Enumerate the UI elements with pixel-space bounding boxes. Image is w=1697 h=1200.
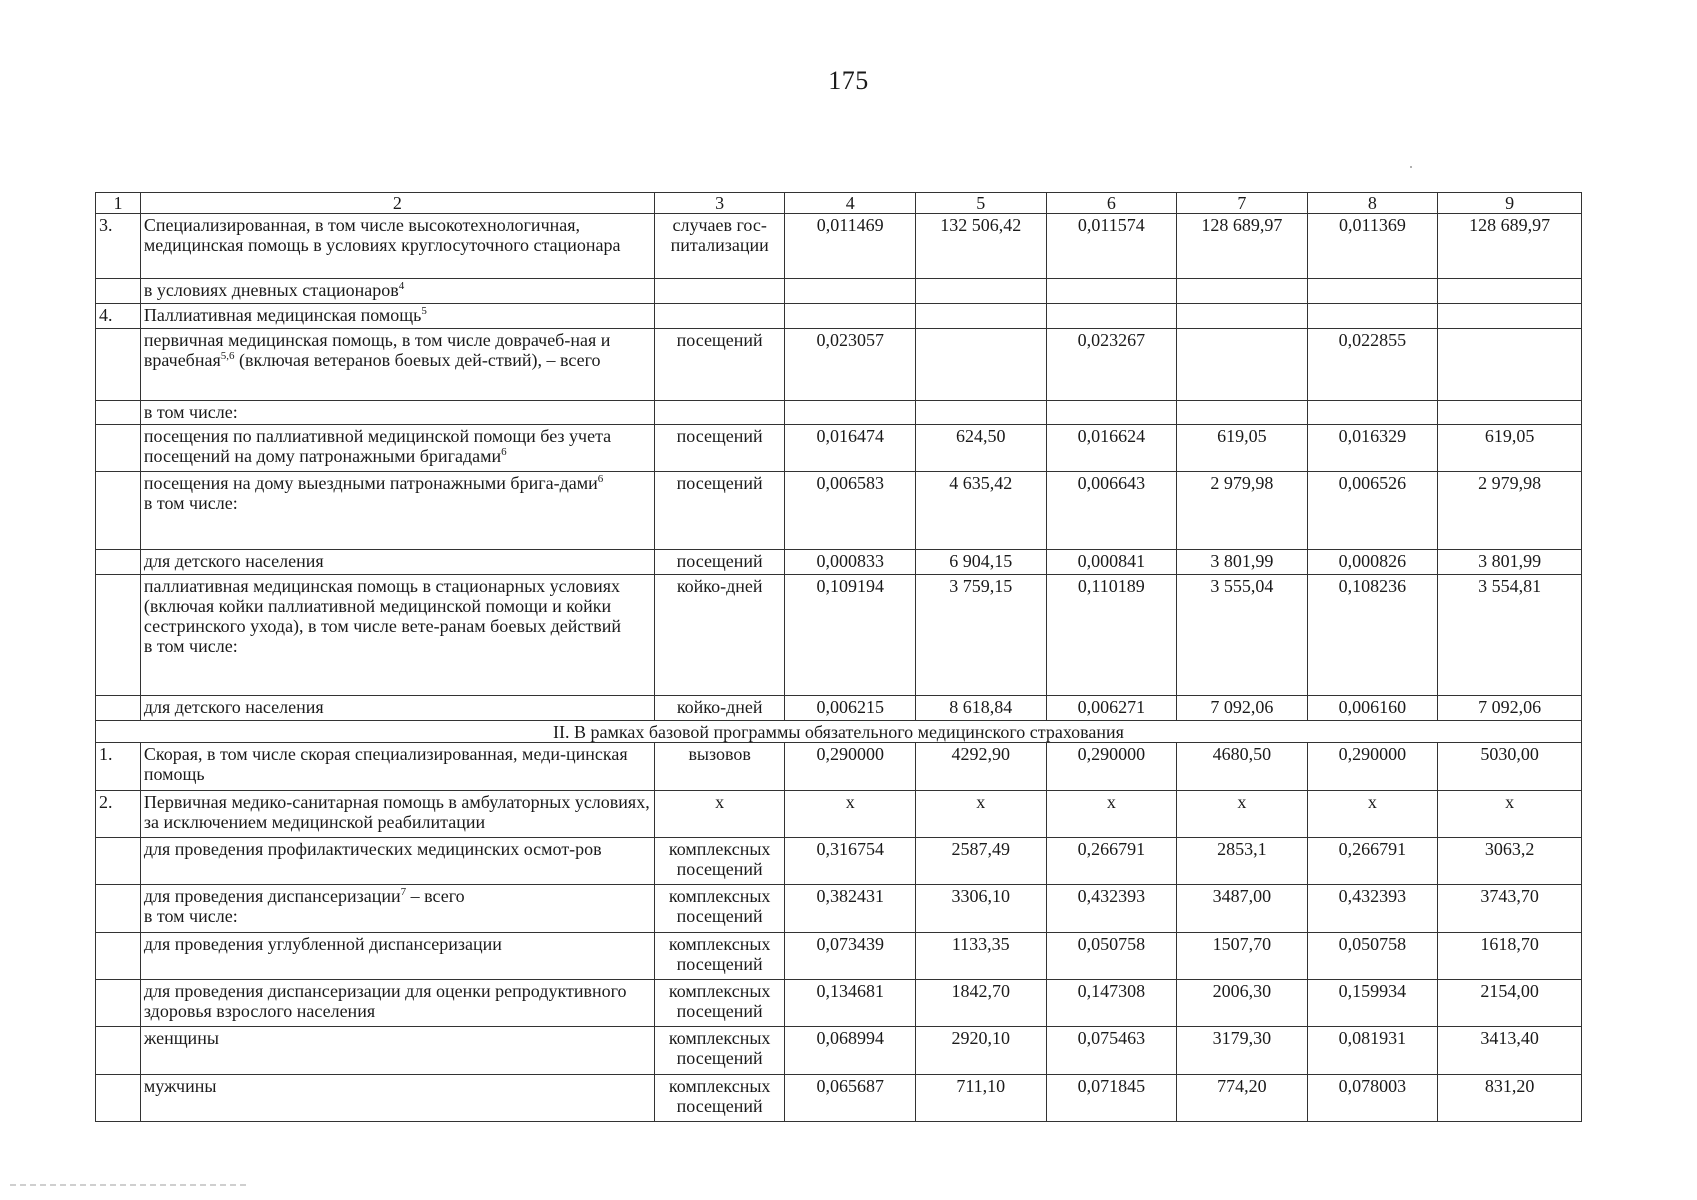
col-header-1: 1 <box>96 193 141 214</box>
value-cell-col7: 3179,30 <box>1177 1027 1308 1074</box>
description-text: для проведения диспансеризации для оценки репродуктивного здоровья взрослого населения <box>143 980 627 1021</box>
row-description <box>140 790 654 837</box>
description-text: в условиях дневных стационаров <box>143 280 399 301</box>
value-cell-col9: 2154,00 <box>1438 979 1582 1026</box>
value-cell-col9: 5030,00 <box>1438 743 1582 790</box>
value-cell-col7: 4680,50 <box>1177 743 1308 790</box>
description-tail: (включая ветеранов боевых дей-ствий), – всего <box>234 349 601 370</box>
row-number <box>96 837 141 884</box>
value-cell-col7 <box>1177 328 1308 400</box>
description-text: мужчины <box>143 1075 217 1096</box>
value-cell-col8: 0,011369 <box>1307 213 1438 279</box>
col-header-9: 9 <box>1438 193 1582 214</box>
table-row <box>96 885 1582 932</box>
value-cell-col5: 624,50 <box>916 425 1047 471</box>
unit-cell <box>654 304 785 329</box>
value-cell-col5: 1842,70 <box>916 979 1047 1026</box>
value-cell-col8: 0,081931 <box>1307 1027 1438 1074</box>
row-description <box>140 696 654 721</box>
footnote-ref: 5 <box>421 305 427 318</box>
description-text: для проведения углубленной диспансеризации <box>143 933 502 954</box>
value-cell-col6: 0,147308 <box>1046 979 1177 1026</box>
value-cell-col7: 2853,1 <box>1177 837 1308 884</box>
row-number <box>96 979 141 1026</box>
row-number <box>96 696 141 721</box>
value-cell-col4 <box>785 304 916 329</box>
table-row <box>96 279 1582 304</box>
value-cell-col9: 3743,70 <box>1438 885 1582 932</box>
value-cell-col6 <box>1046 400 1177 425</box>
col-header-5: 5 <box>916 193 1047 214</box>
description-text: для детского населения <box>143 697 324 717</box>
value-cell-col8: 0,006526 <box>1307 471 1438 549</box>
row-description <box>140 471 654 549</box>
unit-cell: вызовов <box>654 743 785 790</box>
value-cell-col4: 0,290000 <box>785 743 916 790</box>
row-description <box>140 213 654 279</box>
value-cell-col5: 3 759,15 <box>916 574 1047 695</box>
unit-cell <box>654 400 785 425</box>
value-cell-col6: 0,011574 <box>1046 213 1177 279</box>
table-row <box>96 837 1582 884</box>
value-cell-col8 <box>1307 304 1438 329</box>
description-text: Скорая, в том числе скорая специализированная, меди-цинская помощь <box>143 744 628 785</box>
row-number <box>96 549 141 574</box>
table-row <box>96 932 1582 979</box>
column-number-row <box>96 193 1582 214</box>
row-description <box>140 1027 654 1074</box>
value-cell-col7: 3 555,04 <box>1177 574 1308 695</box>
value-cell-col7 <box>1177 304 1308 329</box>
row-number: 2. <box>96 790 141 837</box>
col-header-8: 8 <box>1307 193 1438 214</box>
value-cell-col8: 0,432393 <box>1307 885 1438 932</box>
value-cell-col5: х <box>916 790 1047 837</box>
value-cell-col4: 0,065687 <box>785 1074 916 1122</box>
value-cell-col5: 4292,90 <box>916 743 1047 790</box>
value-cell-col6: 0,050758 <box>1046 932 1177 979</box>
value-cell-col6: 0,290000 <box>1046 743 1177 790</box>
row-number <box>96 1027 141 1074</box>
value-cell-col7: 2 979,98 <box>1177 471 1308 549</box>
table-row <box>96 1074 1582 1122</box>
section-row <box>96 720 1582 743</box>
page-number: 175 <box>828 66 869 95</box>
row-description <box>140 425 654 471</box>
value-cell-col4 <box>785 400 916 425</box>
row-number <box>96 279 141 304</box>
description-text: Специализированная, в том числе высокотехнологичная, медицинская помощь в условиях круглосуточного стационара <box>143 214 621 255</box>
value-cell-col7: 7 092,06 <box>1177 696 1308 721</box>
value-cell-col6: 0,432393 <box>1046 885 1177 932</box>
col-header-2: 2 <box>140 193 654 214</box>
value-cell-col8: 0,000826 <box>1307 549 1438 574</box>
unit-cell: койко-дней <box>654 574 785 695</box>
table-row <box>96 790 1582 837</box>
value-cell-col5: 6 904,15 <box>916 549 1047 574</box>
row-description <box>140 304 654 329</box>
value-cell-col9: 7 092,06 <box>1438 696 1582 721</box>
unit-cell <box>654 279 785 304</box>
row-description <box>140 885 654 932</box>
value-cell-col6: 0,266791 <box>1046 837 1177 884</box>
row-description <box>140 279 654 304</box>
table-row <box>96 328 1582 400</box>
row-number <box>96 425 141 471</box>
description-text: Первичная медико-санитарная помощь в амбулаторных условиях, за исключением медицинской реабилитации <box>143 791 650 832</box>
value-cell-col4 <box>785 279 916 304</box>
value-cell-col4: 0,382431 <box>785 885 916 932</box>
document-table-container <box>95 192 1582 1122</box>
sub-label: в том числе: <box>143 492 238 513</box>
value-cell-col5 <box>916 328 1047 400</box>
value-cell-col5: 132 506,42 <box>916 213 1047 279</box>
value-cell-col4: 0,068994 <box>785 1027 916 1074</box>
table-row <box>96 743 1582 790</box>
description-text: для проведения профилактических медицинских осмот-ров <box>143 838 602 859</box>
row-description <box>140 400 654 425</box>
unit-cell: случаев гос-питализации <box>654 213 785 279</box>
unit-cell: посещений <box>654 328 785 400</box>
row-number <box>96 885 141 932</box>
footnote-ref: 6 <box>501 446 507 459</box>
row-description <box>140 932 654 979</box>
value-cell-col6: 0,110189 <box>1046 574 1177 695</box>
unit-cell: посещений <box>654 549 785 574</box>
col-header-6: 6 <box>1046 193 1177 214</box>
value-cell-col5: 711,10 <box>916 1074 1047 1122</box>
value-cell-col5: 2920,10 <box>916 1027 1047 1074</box>
value-cell-col8: 0,050758 <box>1307 932 1438 979</box>
value-cell-col8: 0,022855 <box>1307 328 1438 400</box>
value-cell-col5 <box>916 304 1047 329</box>
value-cell-col5: 2587,49 <box>916 837 1047 884</box>
value-cell-col8: 0,006160 <box>1307 696 1438 721</box>
section-title: II. В рамках базовой программы обязательного медицинского страхования <box>96 720 1582 743</box>
value-cell-col7: х <box>1177 790 1308 837</box>
table-row <box>96 696 1582 721</box>
row-number <box>96 574 141 695</box>
col-header-3: 3 <box>654 193 785 214</box>
unit-cell: х <box>654 790 785 837</box>
value-cell-col8: 0,290000 <box>1307 743 1438 790</box>
row-number <box>96 328 141 400</box>
table-row <box>96 213 1582 279</box>
row-description <box>140 1074 654 1122</box>
value-cell-col9: х <box>1438 790 1582 837</box>
description-text: в том числе: <box>143 401 238 422</box>
value-cell-col4: 0,316754 <box>785 837 916 884</box>
row-number <box>96 932 141 979</box>
value-cell-col6: 0,016624 <box>1046 425 1177 471</box>
row-number: 4. <box>96 304 141 329</box>
sub-label: в том числе: <box>143 906 238 927</box>
table-row <box>96 425 1582 471</box>
value-cell-col9 <box>1438 400 1582 425</box>
value-cell-col6: 0,000841 <box>1046 549 1177 574</box>
value-cell-col9: 128 689,97 <box>1438 213 1582 279</box>
value-cell-col9 <box>1438 279 1582 304</box>
description-text: первичная медицинская помощь, в том числе доврачеб-ная и врачебная <box>143 329 611 370</box>
sub-label: в том числе: <box>143 635 238 656</box>
description-text: посещения по паллиативной медицинской помощи без учета посещений на дому патронажными бригадами <box>143 426 612 467</box>
description-tail: – всего <box>406 886 465 907</box>
value-cell-col8: 0,108236 <box>1307 574 1438 695</box>
description-text: женщины <box>143 1028 219 1049</box>
value-cell-col9: 831,20 <box>1438 1074 1582 1122</box>
unit-cell: комплексных посещений <box>654 932 785 979</box>
unit-cell: койко-дней <box>654 696 785 721</box>
unit-cell: комплексных посещений <box>654 979 785 1026</box>
value-cell-col7: 619,05 <box>1177 425 1308 471</box>
value-cell-col7: 2006,30 <box>1177 979 1308 1026</box>
value-cell-col8: 0,078003 <box>1307 1074 1438 1122</box>
value-cell-col9: 3413,40 <box>1438 1027 1582 1074</box>
value-cell-col9: 619,05 <box>1438 425 1582 471</box>
value-cell-col5 <box>916 279 1047 304</box>
row-description <box>140 743 654 790</box>
unit-cell: посещений <box>654 425 785 471</box>
value-cell-col9 <box>1438 328 1582 400</box>
value-cell-col7: 1507,70 <box>1177 932 1308 979</box>
value-cell-col5: 1133,35 <box>916 932 1047 979</box>
unit-cell: посещений <box>654 471 785 549</box>
value-cell-col6 <box>1046 279 1177 304</box>
row-number: 3. <box>96 213 141 279</box>
description-text: для проведения диспансеризации <box>143 886 401 907</box>
medical-care-standards-table <box>95 192 1582 1122</box>
value-cell-col7 <box>1177 400 1308 425</box>
scan-dot <box>1410 166 1412 168</box>
row-description <box>140 328 654 400</box>
table-row <box>96 1027 1582 1074</box>
value-cell-col9: 3063,2 <box>1438 837 1582 884</box>
value-cell-col9: 3 801,99 <box>1438 549 1582 574</box>
footnote-ref: 7 <box>400 886 407 899</box>
value-cell-col7: 774,20 <box>1177 1074 1308 1122</box>
table-body <box>96 193 1582 1122</box>
value-cell-col8: 0,016329 <box>1307 425 1438 471</box>
value-cell-col6 <box>1046 304 1177 329</box>
value-cell-col6: 0,071845 <box>1046 1074 1177 1122</box>
value-cell-col5: 3306,10 <box>916 885 1047 932</box>
value-cell-col7: 3 801,99 <box>1177 549 1308 574</box>
value-cell-col4: 0,011469 <box>785 213 916 279</box>
value-cell-col9 <box>1438 304 1582 329</box>
table-row <box>96 400 1582 425</box>
row-number <box>96 400 141 425</box>
value-cell-col8: 0,266791 <box>1307 837 1438 884</box>
value-cell-col4: 0,073439 <box>785 932 916 979</box>
value-cell-col8 <box>1307 279 1438 304</box>
table-row <box>96 304 1582 329</box>
unit-cell: комплексных посещений <box>654 837 785 884</box>
col-header-4: 4 <box>785 193 916 214</box>
table-row <box>96 979 1582 1026</box>
description-text: для детского населения <box>143 550 324 571</box>
table-row <box>96 549 1582 574</box>
row-description <box>140 979 654 1026</box>
value-cell-col8 <box>1307 400 1438 425</box>
scan-artifact <box>10 1184 250 1186</box>
row-number <box>96 471 141 549</box>
col-header-7: 7 <box>1177 193 1308 214</box>
unit-cell: комплексных посещений <box>654 1027 785 1074</box>
value-cell-col7 <box>1177 279 1308 304</box>
row-description <box>140 574 654 695</box>
description-text: посещения на дому выездными патронажными брига-дами <box>143 472 598 493</box>
row-number: 1. <box>96 743 141 790</box>
footnote-ref: 5,6 <box>220 349 235 362</box>
value-cell-col5: 8 618,84 <box>916 696 1047 721</box>
value-cell-col4: 0,109194 <box>785 574 916 695</box>
row-description <box>140 549 654 574</box>
value-cell-col4: 0,023057 <box>785 328 916 400</box>
table-row <box>96 471 1582 549</box>
value-cell-col5 <box>916 400 1047 425</box>
value-cell-col6: 0,006271 <box>1046 696 1177 721</box>
description-text: паллиативная медицинская помощь в стационарных условиях (включая койки паллиативной медицинской помощи и койки сестринского ухода), в том числе вете-ранам боевых действий <box>143 575 621 636</box>
value-cell-col6: х <box>1046 790 1177 837</box>
footnote-ref: 4 <box>398 280 405 293</box>
value-cell-col6: 0,075463 <box>1046 1027 1177 1074</box>
value-cell-col4: 0,006215 <box>785 696 916 721</box>
value-cell-col6: 0,006643 <box>1046 471 1177 549</box>
value-cell-col9: 3 554,81 <box>1438 574 1582 695</box>
value-cell-col4: 0,000833 <box>785 549 916 574</box>
value-cell-col7: 3487,00 <box>1177 885 1308 932</box>
value-cell-col9: 2 979,98 <box>1438 471 1582 549</box>
table-row <box>96 574 1582 695</box>
value-cell-col6: 0,023267 <box>1046 328 1177 400</box>
value-cell-col9: 1618,70 <box>1438 932 1582 979</box>
row-number <box>96 1074 141 1122</box>
unit-cell: комплексных посещений <box>654 885 785 932</box>
value-cell-col4: 0,134681 <box>785 979 916 1026</box>
value-cell-col5: 4 635,42 <box>916 471 1047 549</box>
value-cell-col7: 128 689,97 <box>1177 213 1308 279</box>
value-cell-col4: х <box>785 790 916 837</box>
value-cell-col4: 0,016474 <box>785 425 916 471</box>
footnote-ref: 6 <box>597 472 604 485</box>
unit-cell: комплексных посещений <box>654 1074 785 1122</box>
value-cell-col4: 0,006583 <box>785 471 916 549</box>
value-cell-col8: 0,159934 <box>1307 979 1438 1026</box>
value-cell-col8: х <box>1307 790 1438 837</box>
description-text: Паллиативная медицинская помощь <box>143 305 422 326</box>
row-description <box>140 837 654 884</box>
